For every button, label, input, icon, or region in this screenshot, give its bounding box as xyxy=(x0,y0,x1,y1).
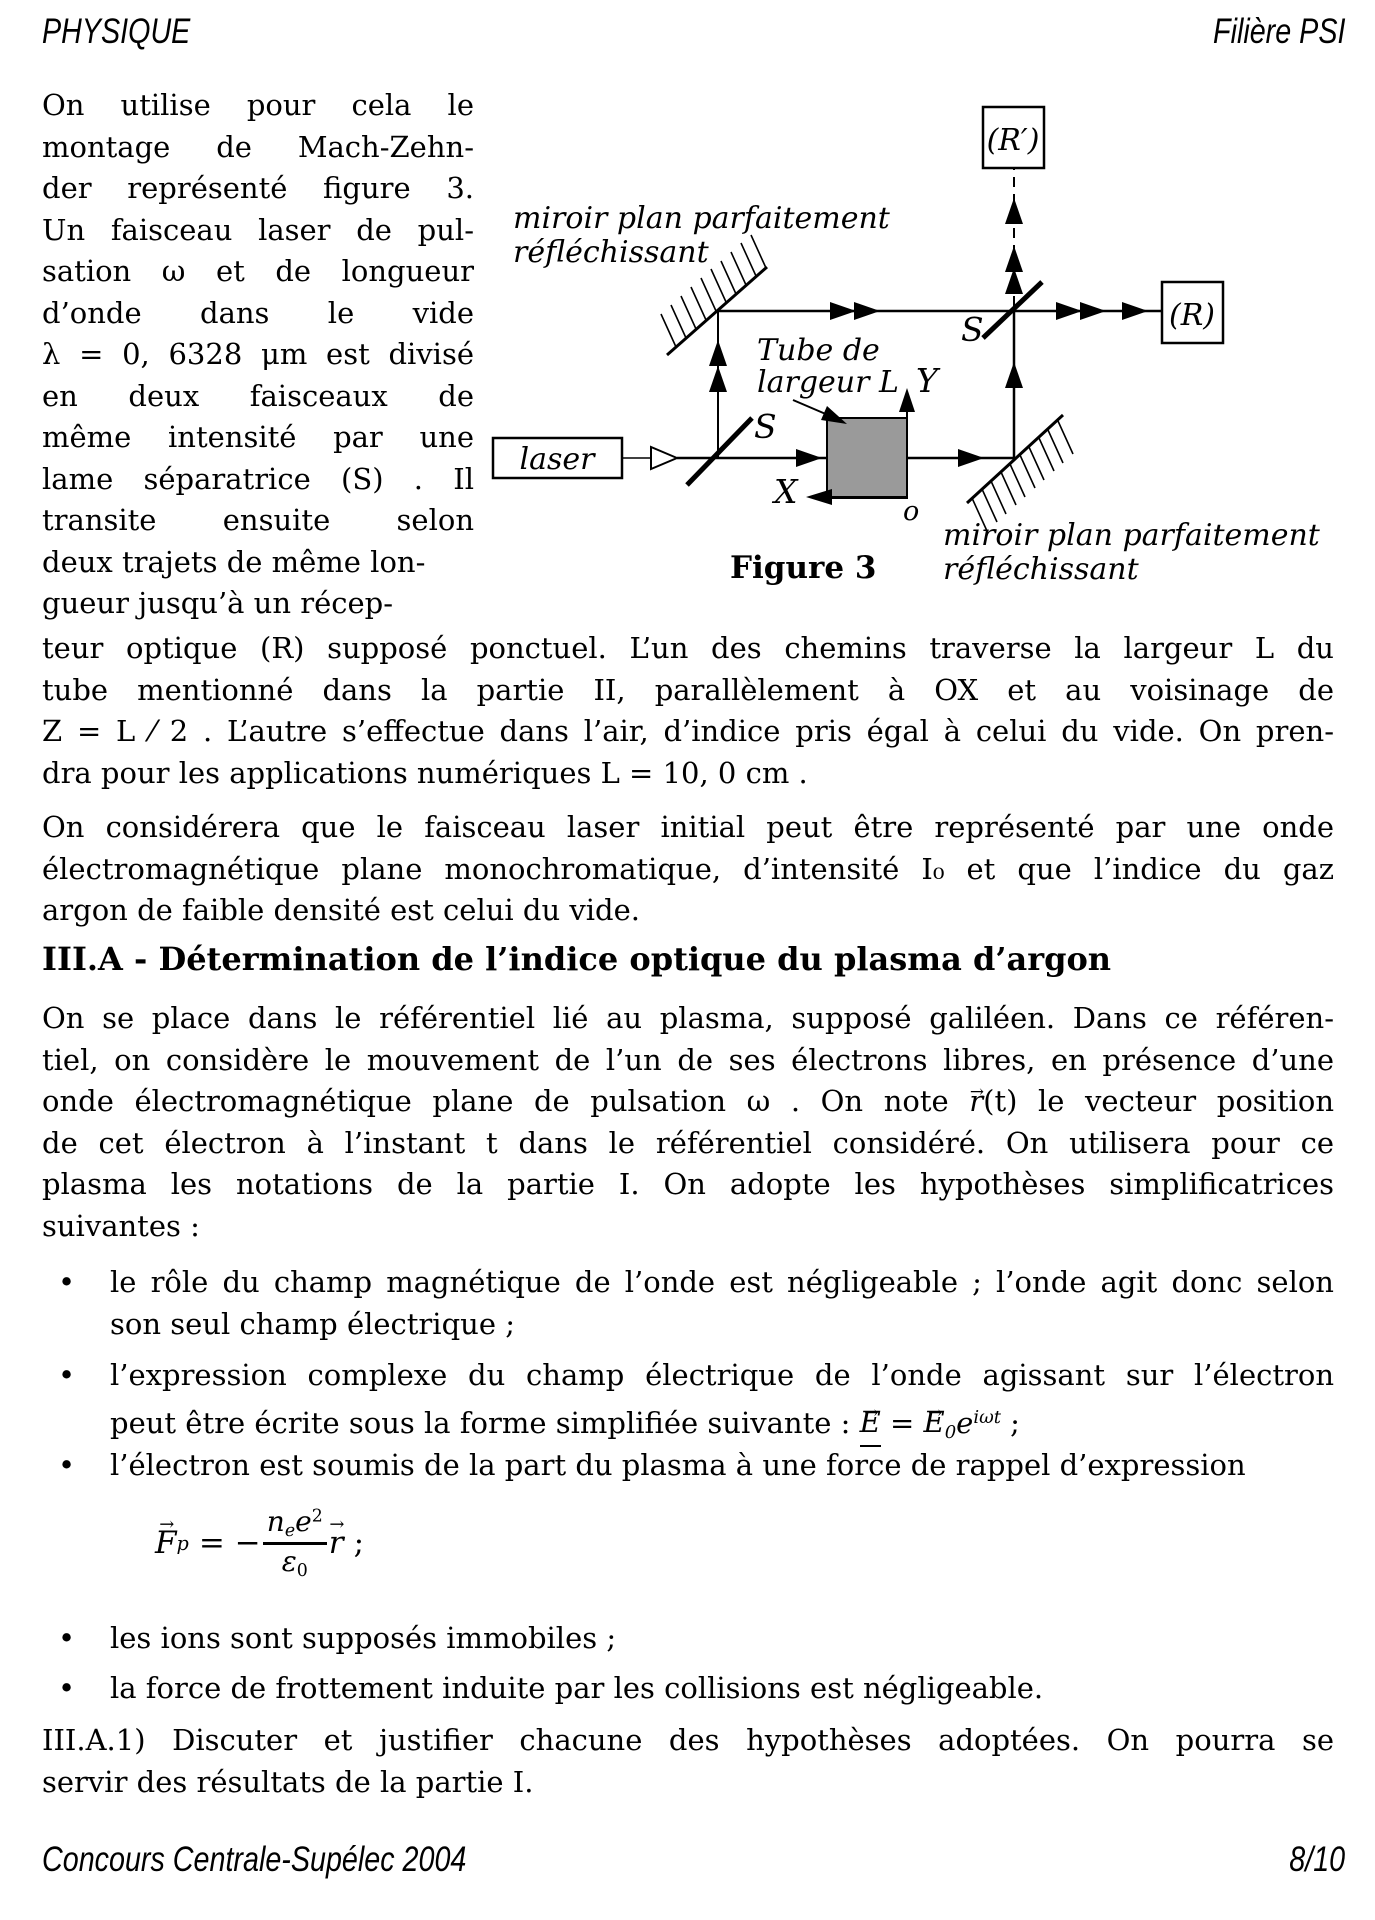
tube-pointer-line xyxy=(793,400,828,415)
text-line: lame séparatrice (S) . Il xyxy=(42,461,474,496)
minus-sign: − xyxy=(234,1525,261,1562)
subscript-p: p xyxy=(176,1531,189,1555)
text-line: de cet électron à l’instant t dans le référentiel considéré. On utilisera pour ce xyxy=(42,1125,1334,1160)
laser-label: laser xyxy=(519,442,595,477)
hypothesis-item-complex-field xyxy=(42,1355,1334,1443)
arrowhead-icon xyxy=(1056,302,1082,320)
restoring-force-formula xyxy=(155,1505,374,1582)
arrowhead-icon xyxy=(806,489,832,505)
hypothesis-item-restoring-force xyxy=(42,1445,1334,1487)
text-line: en deux faisceaux de xyxy=(42,378,474,413)
arrowhead-icon xyxy=(958,449,984,467)
text-line: λ = 0, 6328 μm est divisé xyxy=(42,337,474,371)
text-line: tiel, on considère le mouvement de l’un de ses électrons libres, en présence d’une xyxy=(42,1042,1334,1077)
text-line: suivantes : xyxy=(42,1208,200,1243)
superscript-two: 2 xyxy=(311,1506,323,1527)
origin-label: o xyxy=(903,496,920,527)
mirror-top-label-line2: réfléchissant xyxy=(513,235,709,270)
beam-splitter-1 xyxy=(687,418,752,485)
receiver-label: (R) xyxy=(1169,298,1215,333)
text-line: der représenté figure 3. xyxy=(42,171,474,205)
mirror-bottom-label-line2: réfléchissant xyxy=(943,552,1139,587)
vector-r-symbol: r → xyxy=(329,1525,344,1561)
n-symbol: n xyxy=(266,1505,285,1538)
bullet-icon: • xyxy=(58,1448,76,1482)
text-line: l’électron est soumis de la part du plasma à une force de rappel d’expression xyxy=(110,1448,1246,1482)
subscript-e: e xyxy=(284,1520,296,1541)
open-arrow-icon xyxy=(651,447,677,469)
mirror-bottom-label-line1: miroir plan parfaitement xyxy=(943,518,1320,553)
bullet-icon: • xyxy=(58,1621,76,1655)
paragraph-plasma-referential xyxy=(42,998,1334,1247)
argon-tube xyxy=(827,418,907,498)
vector-F-symbol: F → xyxy=(155,1525,177,1561)
text-line: teur optique (R) supposé ponctuel. L’un des chemins traverse la largeur L du xyxy=(42,631,1334,665)
footer-page-number: 8/10 xyxy=(1289,1840,1345,1879)
mirror-hatching xyxy=(972,421,1073,531)
arrowhead-icon xyxy=(796,449,822,467)
arrowhead-icon xyxy=(830,302,856,320)
bullet-icon: • xyxy=(58,1671,76,1705)
arrowhead-icon xyxy=(1005,362,1023,388)
arrowhead-icon xyxy=(709,340,727,366)
text-line xyxy=(110,1397,1334,1443)
y-axis-label: Y xyxy=(916,361,938,400)
hypothesis-item-magnetic-field xyxy=(42,1262,1334,1345)
text-line: tube mentionné dans la partie II, parallèlement à OX et au voisinage de xyxy=(42,672,1334,707)
arrowhead-icon xyxy=(821,406,847,424)
page-footer xyxy=(42,1840,1345,1880)
text-line: d’onde dans le vide xyxy=(42,295,474,330)
arrowhead-icon xyxy=(1122,302,1148,320)
text-line: Un faisceau laser de pul- xyxy=(42,212,474,247)
x-axis-label: X xyxy=(774,472,798,511)
arrowhead-icon xyxy=(854,302,880,320)
tube-label-line2: largeur L xyxy=(757,365,899,400)
exponent-i-omega-t: iωt xyxy=(973,1406,1001,1428)
splitter2-label: S xyxy=(961,310,984,349)
fraction-numerator xyxy=(263,1505,327,1542)
text-line: plasma les notations de la partie I. On adopte les hypothèses simplificatrices xyxy=(42,1167,1334,1201)
text-line xyxy=(42,1081,1334,1123)
text-segment: ; xyxy=(1000,1405,1020,1440)
text-line: la force de frottement induite par les collisions est négligeable. xyxy=(110,1671,1044,1705)
text-segment: peut être écrite sous la forme simplifiée suivante : xyxy=(110,1405,860,1440)
paragraph-laser-assumption xyxy=(42,807,1334,932)
tube-label-line1: Tube de xyxy=(757,333,880,368)
text-line: dra pour les applications numériques L = 10, 0 cm . xyxy=(42,755,808,790)
euler-e-symbol: e xyxy=(956,1405,974,1440)
mirror-top-label-line1: miroir plan parfaitement xyxy=(513,201,890,236)
text-line: III.A.1) Discuter et justifier chacune des hypothèses adoptées. On pourra se xyxy=(42,1723,1334,1757)
header-subject: PHYSIQUE xyxy=(42,12,191,51)
text-line: transite ensuite selon xyxy=(42,503,474,537)
footer-exam-name: Concours Centrale-Supélec 2004 xyxy=(42,1840,467,1879)
text-segment: (t) le vecteur position xyxy=(983,1084,1335,1118)
section-heading: III.A - Détermination de l’indice optique du plasma d’argon xyxy=(42,940,1112,978)
text-line: gueur jusqu’à un récep- xyxy=(42,586,394,620)
text-segment: onde électromagnétique plane de pulsation ω . On note xyxy=(42,1084,970,1118)
equals-sign: = xyxy=(198,1525,225,1562)
question-III-A-1 xyxy=(42,1720,1334,1803)
figure-caption: Figure 3 xyxy=(730,550,877,586)
text-line: sation ω et de longueur xyxy=(42,254,474,288)
paragraph-continuation xyxy=(42,628,1334,794)
text-line: On utilise pour cela le xyxy=(42,88,474,122)
subscript-zero: 0 xyxy=(944,1421,957,1443)
page-header xyxy=(42,12,1345,52)
bullet-icon: • xyxy=(58,1265,76,1299)
epsilon-symbol: ε xyxy=(281,1544,297,1578)
text-line: deux trajets de même lon- xyxy=(42,544,426,579)
text-line: le rôle du champ magnétique de l’onde est négligeable ; l’onde agit donc selon xyxy=(110,1265,1334,1299)
text-line: électromagnétique plane monochromatique, d’intensité I₀ et que l’indice du gaz xyxy=(42,851,1334,886)
figure-3-mach-zehnder-diagram xyxy=(400,80,1375,600)
vector-E-underlined-symbol: E → xyxy=(860,1402,881,1447)
vector-E0-symbol: E → xyxy=(924,1402,945,1444)
hypothesis-item-friction-negligible xyxy=(42,1668,1334,1710)
receiver-prime-label: (R′) xyxy=(986,123,1040,158)
text-line: On considérera que le faisceau laser initial peut être représenté par une onde xyxy=(42,810,1334,844)
text-line: même intensité par une xyxy=(42,420,474,454)
fraction xyxy=(263,1505,327,1582)
fraction-denominator xyxy=(278,1545,312,1582)
arrowhead-icon xyxy=(709,366,727,392)
text-line: les ions sont supposés immobiles ; xyxy=(110,1621,617,1655)
text-line: montage de Mach-Zehn- xyxy=(42,129,474,164)
semicolon: ; xyxy=(353,1525,365,1562)
text-line: On se place dans le référentiel lié au plasma, supposé galiléen. Dans ce référen- xyxy=(42,1001,1334,1035)
header-track: Filière PSI xyxy=(1212,12,1345,51)
splitter1-label: S xyxy=(754,407,777,446)
subscript-zero: 0 xyxy=(296,1560,308,1581)
text-line: servir des résultats de la partie I. xyxy=(42,1764,534,1799)
arrowhead-icon xyxy=(1005,198,1023,224)
arrowhead-icon xyxy=(899,388,915,412)
bullet-icon: • xyxy=(58,1358,76,1392)
vector-r-symbol: r → xyxy=(969,1081,983,1123)
text-line: argon de faible densité est celui du vide. xyxy=(42,893,640,927)
charge-e-symbol: e xyxy=(295,1505,312,1538)
equals-sign: = xyxy=(880,1405,924,1440)
text-line: Z = L ⁄ 2 . L’autre s’effectue dans l’air, d’indice pris égal à celui du vide. On pren- xyxy=(42,714,1334,748)
hypothesis-item-ions-immobile xyxy=(42,1618,1334,1660)
text-line: l’expression complexe du champ électrique de l’onde agissant sur l’électron xyxy=(110,1358,1334,1392)
arrowhead-icon xyxy=(1080,302,1106,320)
text-line: son seul champ électrique ; xyxy=(110,1306,515,1341)
